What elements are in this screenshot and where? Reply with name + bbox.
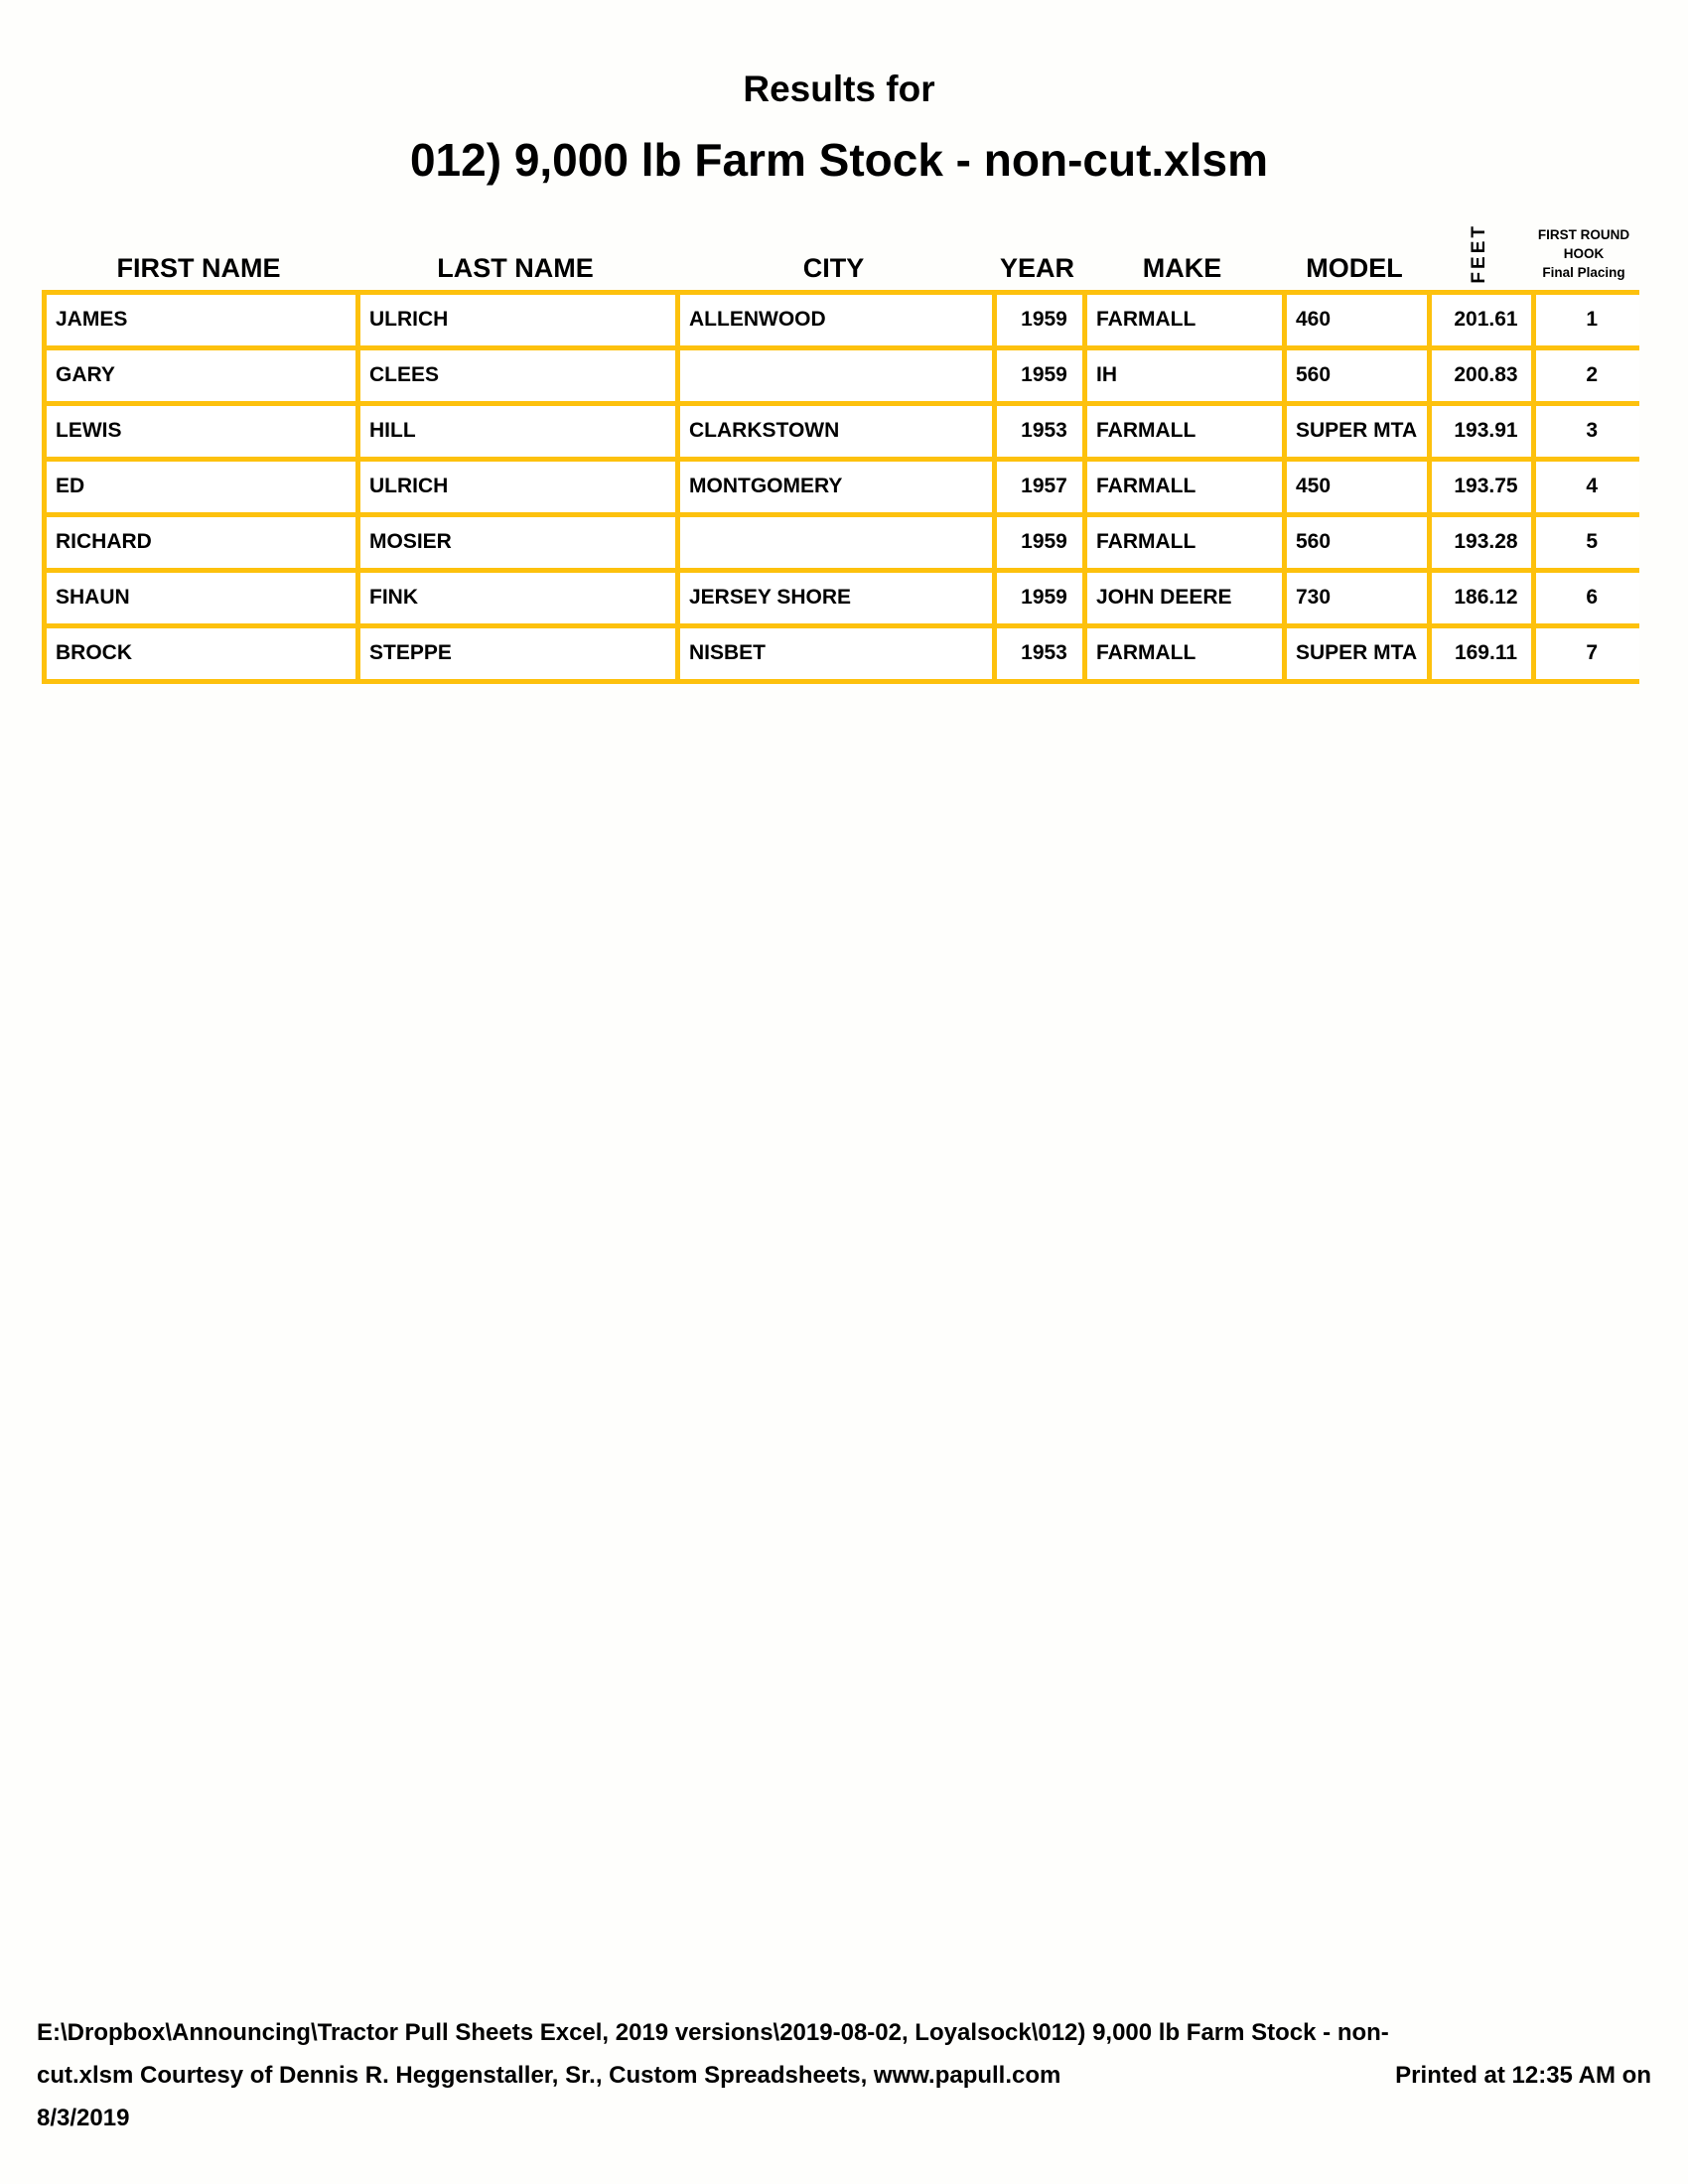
cell-first-name: ED [45,459,358,514]
cell-first-name: SHAUN [45,570,358,625]
hook-header-line3: Final Placing [1542,264,1625,280]
results-content [42,203,1636,684]
cell-last-name: ULRICH [358,459,678,514]
cell-placing: 1 [1534,292,1639,347]
col-header-first-name: FIRST NAME [116,252,281,283]
footer-printed-at: Printed at 12:35 AM on [1395,2062,1651,2089]
results-table-body [45,292,1639,681]
cell-first-name: LEWIS [45,403,358,459]
cell-feet: 186.12 [1430,570,1534,625]
col-header-make: MAKE [1142,252,1222,283]
footer-date: 8/3/2019 [37,2105,130,2131]
footer-path-line1: E:\Dropbox\Announcing\Tractor Pull Sheets Excel, 2019 versions\2019-08-02, Loyalsock\012) 9,000 lb Farm Stock - non- [37,2019,1389,2046]
table-row [45,292,1639,347]
cell-make: FARMALL [1085,514,1285,570]
col-header-year: YEAR [999,252,1074,283]
cell-first-name: BROCK [45,625,358,681]
results-table [42,290,1639,684]
cell-last-name: CLEES [358,347,678,403]
cell-first-name: GARY [45,347,358,403]
cell-feet: 193.91 [1430,403,1534,459]
footer-path-line2: cut.xlsm Courtesy of Dennis R. Heggenstaller, Sr., Custom Spreadsheets, www.papull.com [37,2062,1061,2089]
table-row [45,625,1639,681]
cell-city [678,514,995,570]
cell-year: 1953 [995,625,1085,681]
footer-line2 [37,2054,1651,2097]
footer [37,2011,1651,2139]
cell-year: 1959 [995,514,1085,570]
cell-feet: 193.28 [1430,514,1534,570]
cell-year: 1959 [995,292,1085,347]
cell-placing: 7 [1534,625,1639,681]
cell-model: 730 [1285,570,1430,625]
cell-city [678,347,995,403]
cell-make: FARMALL [1085,459,1285,514]
cell-city: MONTGOMERY [678,459,995,514]
feet-vertical-label: FEET [1469,223,1489,284]
cell-year: 1959 [995,347,1085,403]
cell-city: CLARKSTOWN [678,403,995,459]
cell-last-name: ULRICH [358,292,678,347]
table-header-row [42,203,1636,290]
col-header-city: CITY [802,252,865,283]
cell-feet: 200.83 [1430,347,1534,403]
cell-make: FARMALL [1085,625,1285,681]
cell-last-name: MOSIER [358,514,678,570]
cell-year: 1957 [995,459,1085,514]
cell-city: ALLENWOOD [678,292,995,347]
cell-placing: 5 [1534,514,1639,570]
cell-make: IH [1085,347,1285,403]
cell-last-name: FINK [358,570,678,625]
cell-model: SUPER MTA [1285,403,1430,459]
cell-model: 450 [1285,459,1430,514]
cell-feet: 193.75 [1430,459,1534,514]
cell-make: FARMALL [1085,403,1285,459]
table-row [45,514,1639,570]
cell-model: SUPER MTA [1285,625,1430,681]
cell-feet: 201.61 [1430,292,1534,347]
cell-feet: 169.11 [1430,625,1534,681]
hook-header-line2: HOOK [1563,245,1605,261]
col-header-last-name: LAST NAME [437,252,594,283]
hook-header-line1: FIRST ROUND [1537,226,1630,242]
col-header-feet [1427,221,1531,284]
cell-make: FARMALL [1085,292,1285,347]
title-block [42,0,1636,189]
cell-first-name: JAMES [45,292,358,347]
cell-first-name: RICHARD [45,514,358,570]
table-row [45,347,1639,403]
table-row [45,459,1639,514]
col-header-first-round-hook [1531,225,1636,284]
cell-last-name: STEPPE [358,625,678,681]
cell-year: 1953 [995,403,1085,459]
cell-placing: 2 [1534,347,1639,403]
cell-last-name: HILL [358,403,678,459]
cell-model: 460 [1285,292,1430,347]
cell-placing: 6 [1534,570,1639,625]
cell-year: 1959 [995,570,1085,625]
page-title: Results for [743,68,935,109]
class-title: 012) 9,000 lb Farm Stock - non-cut.xlsm [409,134,1269,187]
col-header-model: MODEL [1306,252,1403,283]
table-row [45,570,1639,625]
cell-model: 560 [1285,514,1430,570]
cell-placing: 3 [1534,403,1639,459]
cell-model: 560 [1285,347,1430,403]
cell-make: JOHN DEERE [1085,570,1285,625]
cell-placing: 4 [1534,459,1639,514]
cell-city: NISBET [678,625,995,681]
table-row [45,403,1639,459]
cell-city: JERSEY SHORE [678,570,995,625]
